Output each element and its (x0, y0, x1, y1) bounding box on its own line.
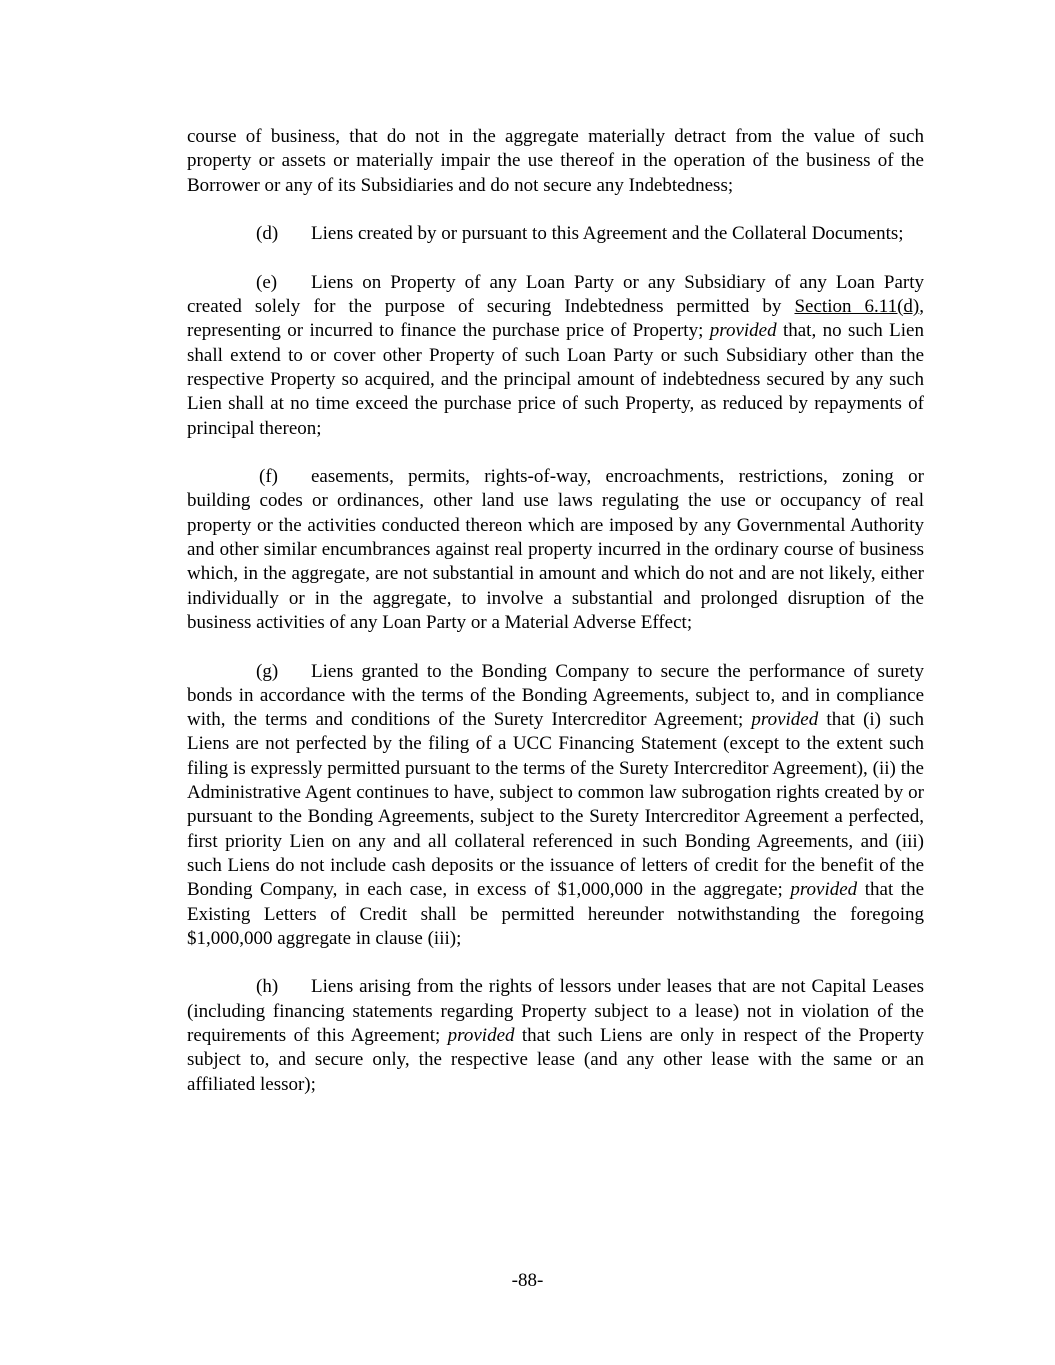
clause-e-label: (e) (256, 271, 278, 293)
clause-h-provided: provided (447, 1024, 515, 1046)
clause-h-text-2: that such Liens are only in respect of the Property subject to, and secure only, the respective lease (and any other lease with the same or an affiliated lessor); (187, 1024, 924, 1095)
clause-e-provided: provided (709, 320, 777, 342)
clause-g-text-1: Liens granted to the Bonding Company to secure the performance of surety bonds in accordance with the terms of the Bonding Agreements, subject to, and in compliance with, the terms and conditions of the Surety Intercreditor Agreement; (187, 660, 924, 731)
page-number: -88- (511, 1270, 544, 1291)
clause-e (187, 271, 924, 441)
clause-d-text: Liens created by or pursuant to this Agreement and the Collateral Documents; (311, 223, 904, 245)
clause-e-text-3: that, no such Lien shall extend to or cover other Property of such Loan Party or such Subsidiary other than the respective Property so acquired, and the principal amount of indebtedness secured by any such Lien shall at no time exceed the purchase price of such Property, as reduced by repayments of principal thereon; (187, 320, 924, 439)
clause-h-text-1: Liens arising from the rights of lessors under leases that are not Capital Leases (including financing statements regarding Property subject to a lease) not in violation of the requirements of this Agreement; (187, 976, 924, 1046)
clause-e-text-1: Liens on Property of any Loan Party or any Subsidiary of any Loan Party created solely for the purpose of securing Indebtedness permitted by (187, 271, 924, 318)
clause-d (187, 222, 924, 246)
clause-g-provided-1: provided (751, 709, 819, 731)
clause-f-label: (f) (259, 466, 278, 488)
document-body (187, 125, 924, 1121)
clause-h (187, 975, 924, 1096)
clause-f (187, 465, 924, 635)
clause-h-label: (h) (256, 976, 279, 998)
section-reference: Section 6.11(d) (794, 296, 920, 318)
clause-d-label: (d) (256, 223, 279, 245)
clause-g (187, 660, 924, 952)
clause-e-text-2: , representing or incurred to finance the purchase price of Property; (187, 296, 924, 342)
clause-g-text-2: that (i) such Liens are not perfected by the filing of a UCC Financing Statement (except to the extent such filing is expressly permitted pursuant to the terms of the Surety Intercreditor Agreement), (ii) the Administrative Agent continues to have, subject to common law subrogation rights created by or pursuant to the Bonding Agreements, subject to the Surety Intercreditor Agreement a perfected, first priority Lien on any and all collateral referenced in such Bonding Agreements, and (iii) such Liens do not include cash deposits or the issuance of letters of credit for the benefit of the Bonding Company, in each case, in excess of $1,000,000 in the aggregate; (187, 709, 924, 901)
clause-g-provided-2: provided (790, 879, 858, 901)
clause-g-label: (g) (256, 660, 279, 682)
clause-g-text-3: that the Existing Letters of Credit shall be permitted hereunder notwithstanding the foregoing $1,000,000 aggregate in clause (iii); (187, 879, 924, 949)
continuation-paragraph (187, 125, 924, 198)
continuation-text: course of business, that do not in the aggregate materially detract from the value of such property or assets or materially impair the use thereof in the operation of the business of the Borrower or any of its Subsidiaries and do not secure any Indebtedness; (187, 126, 924, 196)
clause-f-text: easements, permits, rights-of-way, encroachments, restrictions, zoning or building codes or ordinances, other land use laws regulating the use or occupancy of real property or the activities conducted thereon which are imposed by any Governmental Authority and other similar encumbrances against real property incurred in the ordinary course of business which, in the aggregate, are not substantial in amount and which do not and are not likely, either individually or in the aggregate, to involve a substantial and prolonged disruption of the business activities of any Loan Party or a Material Adverse Effect; (187, 466, 924, 633)
